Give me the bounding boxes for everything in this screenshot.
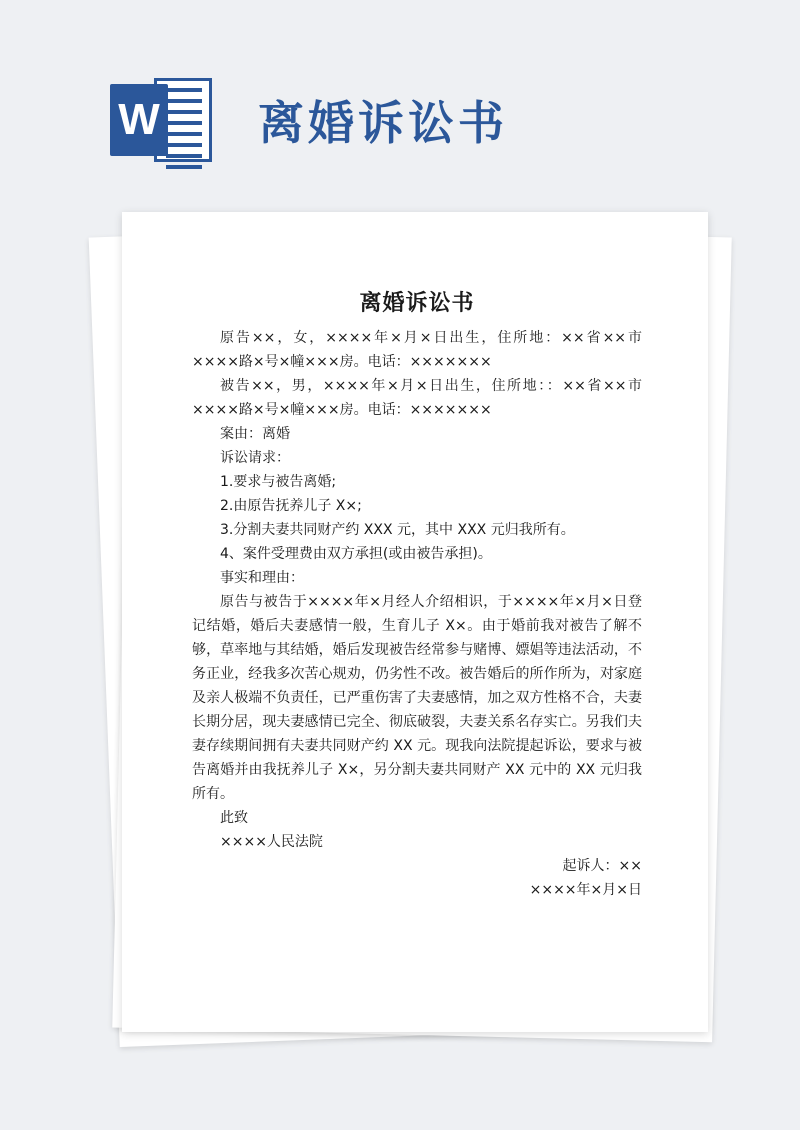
plaintiff-info: 原告××，女，××××年×月×日出生，住所地：××省××市××××路×号×幢×××房。电话：××××××× xyxy=(192,330,642,370)
claim-item-2: 2.由原告抚养儿子 X×; xyxy=(220,498,362,514)
claim-item-3: 3.分割夫妻共同财产约 XXX 元，其中 XXX 元归我所有。 xyxy=(220,522,575,538)
claims-heading: 诉讼请求： xyxy=(220,450,290,466)
closing: 此致 xyxy=(220,810,248,826)
claim-item-4: 4、案件受理费由双方承担(或由被告承担)。 xyxy=(220,546,492,562)
header-title: 离婚诉讼书 xyxy=(258,96,508,150)
case-cause: 案由：离婚 xyxy=(220,426,290,442)
word-badge: W xyxy=(110,84,168,156)
document-title: 离婚诉讼书 xyxy=(359,291,475,316)
defendant-info: 被告××，男，××××年×月×日出生，住所地：：××省××市××××路×号×幢×××房。电话：××××××× xyxy=(192,378,642,418)
signature-date: ××××年×月×日 xyxy=(529,882,642,898)
facts-heading: 事实和理由： xyxy=(220,570,304,586)
document-page xyxy=(122,212,708,1032)
document-content xyxy=(192,288,642,902)
court-name: ××××人民法院 xyxy=(220,834,323,850)
signature: 起诉人：×× xyxy=(562,858,642,874)
claim-item-1: 1.要求与被告离婚; xyxy=(220,474,337,490)
header xyxy=(110,72,508,168)
facts-body: 原告与被告于××××年×月经人介绍相识，于××××年×月×日登记结婚，婚后夫妻感情一般，生育儿子 X×。由于婚前我对被告了解不够，草率地与其结婚，婚后发现被告经常参与赌博、嫖娼等违法活动，不务正业，经我多次苦心规劝，仍劣性不改。被告婚后的所作所为，对家庭及亲人极端不负责任，已严重伤害了夫妻感情，加之双方性格不合，夫妻长期分居，现夫妻感情已完全、彻底破裂，夫妻关系名存实亡。另我们夫妻存续期间拥有夫妻共同财产约 XX 元。现我向法院提起诉讼，要求与被告离婚并由我抚养儿子 X×，另分割夫妻共同财产 XX 元中的 XX 元归我所有。 xyxy=(192,594,642,802)
word-logo-icon xyxy=(110,72,216,168)
